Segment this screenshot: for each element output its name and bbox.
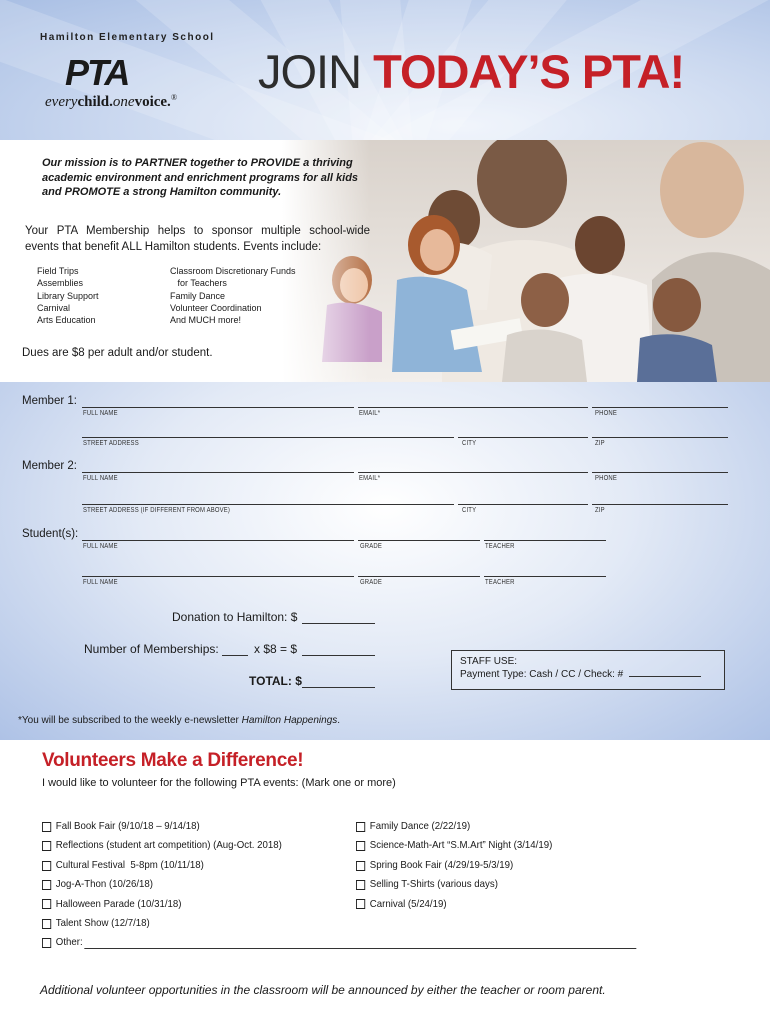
email-caption: EMAIL* — [359, 410, 381, 417]
phone-caption: PHONE — [595, 410, 618, 417]
member2-email-field[interactable] — [358, 472, 588, 473]
check-number-field[interactable] — [629, 668, 701, 677]
checkbox[interactable] — [42, 899, 51, 909]
pta-tagline — [45, 93, 177, 111]
member2-name-field[interactable] — [82, 472, 354, 473]
events-list-left — [37, 265, 99, 326]
member1-email-field[interactable] — [358, 407, 588, 408]
page-title — [258, 44, 684, 99]
checkbox[interactable] — [42, 861, 51, 871]
donation-label: Donation to Hamilton: $ — [172, 610, 298, 624]
city-caption: CITY — [462, 440, 477, 447]
city-caption: CITY — [462, 507, 477, 514]
teacher-caption: TEACHER — [485, 579, 515, 586]
pta-logo — [65, 52, 128, 94]
grade-caption: GRADE — [360, 579, 383, 586]
intro-section — [0, 140, 770, 382]
staff-use-label: STAFF USE: — [460, 656, 518, 667]
member2-city-field[interactable] — [458, 504, 588, 505]
member2-address-field[interactable] — [82, 504, 454, 505]
email-caption: EMAIL* — [359, 475, 381, 482]
event-item: Carnival — [37, 302, 71, 313]
volunteer-option-label: Science-Math-Art “S.M.Art” Night (3/14/19) — [369, 839, 553, 852]
payment-type-row — [460, 668, 716, 681]
student1-name-field[interactable] — [82, 540, 354, 541]
full-name-caption: FULL NAME — [83, 543, 118, 550]
checkbox[interactable] — [42, 919, 51, 929]
volunteer-option[interactable] — [356, 817, 552, 836]
checkbox[interactable] — [42, 822, 51, 832]
header-banner — [0, 0, 770, 140]
full-name-caption: FULL NAME — [83, 579, 118, 586]
pta-logo-text: PTA — [65, 52, 129, 93]
students-label: Student(s): — [22, 528, 79, 540]
tagline-one: one — [112, 94, 135, 110]
volunteer-options-right — [356, 817, 569, 914]
member1-label: Member 1: — [22, 395, 77, 407]
newsletter-note-end: . — [337, 715, 341, 726]
member1-address-field[interactable] — [82, 437, 454, 438]
student2-teacher-field[interactable] — [484, 576, 606, 577]
num-memberships-label: Number of Memberships: — [84, 642, 219, 656]
volunteer-option-label: Talent Show (12/7/18) — [55, 917, 150, 930]
other-label: Other: — [55, 936, 83, 949]
tagline-voice: voice. — [134, 94, 171, 110]
volunteers-heading: Volunteers Make a Difference! — [42, 750, 304, 771]
tagline-every: every — [45, 94, 78, 110]
newsletter-name: Hamilton Happenings — [241, 715, 338, 726]
volunteer-option[interactable] — [356, 895, 552, 914]
staff-use-box — [451, 650, 725, 690]
volunteer-option-other[interactable] — [42, 933, 636, 952]
volunteer-option-label: Halloween Parade (10/31/18) — [55, 897, 182, 910]
full-name-caption: FULL NAME — [83, 475, 118, 482]
other-field[interactable] — [84, 937, 636, 949]
volunteer-option-label: Cultural Festival 5-8pm (10/11/18) — [55, 858, 204, 871]
event-item: Assemblies — [37, 278, 84, 289]
member1-city-field[interactable] — [458, 437, 588, 438]
member1-phone-field[interactable] — [592, 407, 728, 408]
donation-field[interactable] — [302, 623, 375, 624]
member1-name-field[interactable] — [82, 407, 354, 408]
checkbox[interactable] — [356, 861, 365, 871]
event-item: Arts Education — [37, 315, 96, 326]
event-item: Volunteer Coordination — [170, 302, 262, 313]
phone-caption: PHONE — [595, 475, 618, 482]
times-eight-label: x $8 = $ — [254, 642, 298, 656]
volunteer-option-label: Spring Book Fair (4/29/19-5/3/19) — [369, 858, 514, 871]
tagline-registered: ® — [170, 93, 177, 102]
volunteer-option[interactable] — [356, 875, 552, 894]
school-name: Hamilton Elementary School — [40, 32, 215, 43]
zip-caption: ZIP — [595, 507, 605, 514]
checkbox[interactable] — [42, 938, 51, 948]
event-item: And MUCH more! — [170, 315, 242, 326]
footer-note: Additional volunteer opportunities in the classroom will be announced by either the teacher or room parent. — [40, 983, 606, 997]
checkbox[interactable] — [356, 841, 365, 851]
member2-zip-field[interactable] — [592, 504, 728, 505]
dues-text: Dues are $8 per adult and/or student. — [22, 347, 213, 359]
volunteer-option-label: Carnival (5/24/19) — [369, 897, 447, 910]
volunteer-option-label: Reflections (student art competition) (Aug-Oct. 2018) — [55, 839, 282, 852]
num-memberships-field[interactable] — [222, 655, 248, 656]
event-item: for Teachers — [170, 278, 227, 289]
checkbox[interactable] — [356, 822, 365, 832]
street-address-diff-caption: STREET ADDRESS (IF DIFFERENT FROM ABOVE) — [83, 507, 231, 514]
checkbox[interactable] — [356, 899, 365, 909]
membership-form-section — [0, 382, 770, 740]
zip-caption: ZIP — [595, 440, 605, 447]
volunteer-option-label: Selling T-Shirts (various days) — [369, 878, 498, 891]
student1-teacher-field[interactable] — [484, 540, 606, 541]
tagline-child: child. — [77, 94, 113, 110]
event-item: Classroom Discretionary Funds — [170, 266, 296, 276]
volunteer-option-label: Fall Book Fair (9/10/18 – 9/14/18) — [55, 820, 200, 832]
title-todays-pta: TODAY’S PTA! — [373, 45, 685, 98]
mission-statement: Our mission is to PARTNER together to PROVIDE a thriving academic environment and enrichment programs for all kids and PROMOTE a strong Hamilton community. — [42, 157, 359, 198]
student1-grade-field[interactable] — [358, 540, 480, 541]
member2-phone-field[interactable] — [592, 472, 728, 473]
memberships-amount-field[interactable] — [302, 655, 375, 656]
event-item: Field Trips — [37, 266, 79, 276]
teacher-caption: TEACHER — [485, 543, 515, 550]
volunteer-option[interactable] — [356, 836, 552, 855]
total-field[interactable] — [302, 687, 375, 688]
volunteer-option-label: Family Dance (2/22/19) — [369, 820, 471, 832]
volunteer-option[interactable] — [42, 914, 636, 933]
event-item: Library Support — [37, 290, 99, 301]
member1-zip-field[interactable] — [592, 437, 728, 438]
checkbox[interactable] — [356, 880, 365, 890]
checkbox[interactable] — [42, 841, 51, 851]
volunteer-option-label: Jog-A-Thon (10/26/18) — [55, 878, 154, 891]
full-name-caption: FULL NAME — [83, 410, 118, 417]
membership-description: Your PTA Membership helps to sponsor multiple school-wide events that benefit ALL Hamilton students. Events include: — [25, 225, 370, 253]
street-address-caption: STREET ADDRESS — [83, 440, 139, 447]
newsletter-note — [18, 715, 340, 726]
volunteer-option[interactable] — [356, 856, 552, 875]
student2-grade-field[interactable] — [358, 576, 480, 577]
payment-type-label: Payment Type: Cash / CC / Check: # — [460, 669, 624, 680]
checkbox[interactable] — [42, 880, 51, 890]
volunteers-subheading: I would like to volunteer for the following PTA events: (Mark one or more) — [42, 777, 396, 789]
student2-name-field[interactable] — [82, 576, 354, 577]
events-list-right — [170, 265, 296, 326]
member2-label: Member 2: — [22, 460, 77, 472]
grade-caption: GRADE — [360, 543, 383, 550]
title-join: JOIN — [258, 45, 374, 98]
newsletter-note-text: *You will be subscribed to the weekly e-newsletter — [18, 715, 242, 726]
total-label: TOTAL: $ — [249, 674, 302, 688]
event-item: Family Dance — [170, 290, 226, 301]
